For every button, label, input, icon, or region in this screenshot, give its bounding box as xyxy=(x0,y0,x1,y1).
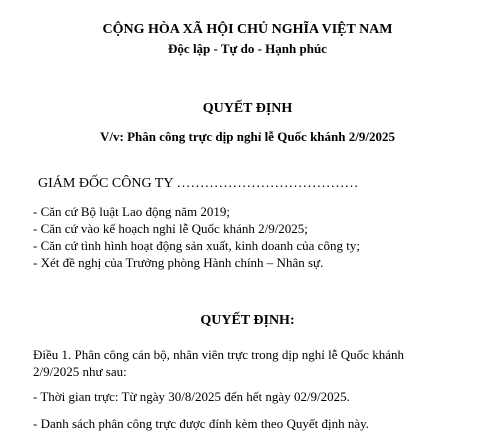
duty-time-item: - Thời gian trực: Từ ngày 30/8/2025 đến hết ngày 02/9/2025. xyxy=(33,389,350,404)
decision-subject: V/v: Phân công trực dịp nghỉ lễ Quốc khánh 2/9/2025 xyxy=(100,129,395,144)
article-1-line-2: 2/9/2025 như sau: xyxy=(33,364,127,379)
basis-item: - Căn cứ vào kế hoạch nghỉ lễ Quốc khánh 2/9/2025; xyxy=(33,221,308,236)
duty-list-item: - Danh sách phân công trực được đính kèm theo Quyết định này. xyxy=(33,416,370,431)
decides-heading: QUYẾT ĐỊNH: xyxy=(200,313,295,328)
decision-title: QUYẾT ĐỊNH xyxy=(202,101,293,116)
national-motto: Độc lập - Tự do - Hạnh phúc xyxy=(168,41,327,56)
basis-item: - Xét đề nghị của Trưởng phòng Hành chính – Nhân sự. xyxy=(33,255,324,270)
issuer-line: GIÁM ĐỐC CÔNG TY ………………………………… xyxy=(38,176,359,191)
country-name: CỘNG HÒA XÃ HỘI CHỦ NGHĨA VIỆT NAM xyxy=(102,22,393,37)
article-1-line-1: Điều 1. Phân công cán bộ, nhân viên trực trong dịp nghỉ lễ Quốc khánh xyxy=(33,347,404,362)
basis-item: - Căn cứ tình hình hoạt động sản xuất, kinh doanh của công ty; xyxy=(33,238,360,253)
basis-item: - Căn cứ Bộ luật Lao động năm 2019; xyxy=(33,204,230,219)
